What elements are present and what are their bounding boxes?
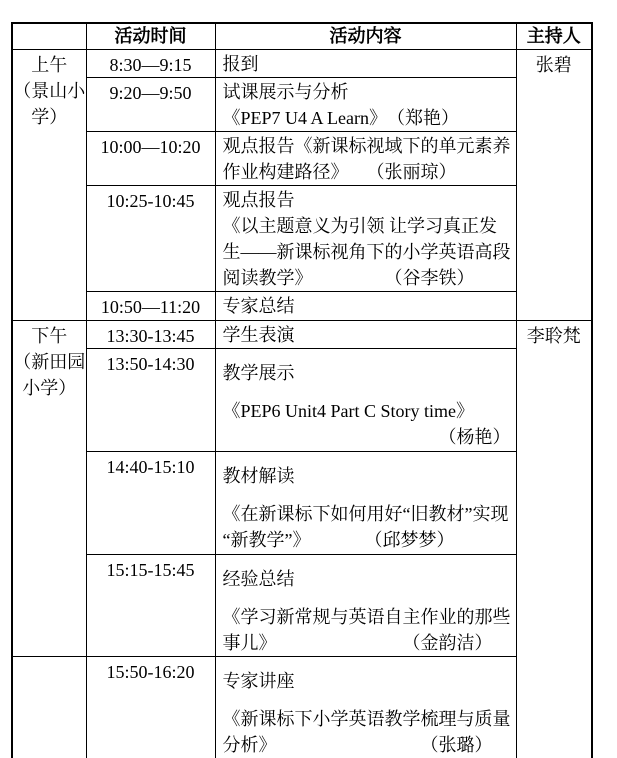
content-cell	[215, 185, 516, 291]
content-line	[223, 386, 511, 398]
content-line: 学生表演	[222, 324, 295, 345]
time-cell: 15:50-16:20	[86, 656, 215, 758]
content-line: 阅读教学》 （谷李铁）	[222, 267, 475, 288]
time-cell: 14:40-15:10	[86, 451, 215, 554]
schedule-table	[11, 22, 593, 758]
session-label-line: 上午	[31, 54, 68, 75]
header-activity-time: 活动时间	[86, 23, 215, 49]
content-line: 《学习新常规与英语自主作业的那些	[222, 606, 511, 627]
content-line: 教材解读	[222, 465, 295, 486]
table-row	[12, 451, 592, 554]
content-line: 观点报告《新课标视域下的单元素养	[222, 135, 511, 156]
content-cell	[215, 656, 516, 758]
header-activity-content: 活动内容	[215, 23, 516, 49]
table-row	[12, 320, 592, 348]
session-label-line: 下午	[31, 325, 68, 346]
content-line: 作业构建路径》 （张丽琼）	[222, 161, 457, 182]
content-cell	[215, 451, 516, 554]
content-line: “新教学”》 （邱梦梦）	[222, 529, 455, 550]
session-label-line: （新田园	[13, 351, 86, 372]
content-line: 《PEP7 U4 A Learn》 （郑艳）	[222, 107, 459, 128]
content-line	[223, 489, 511, 501]
content-cell	[215, 554, 516, 656]
time-cell: 8:30—9:15	[86, 49, 215, 77]
content-line: 试课展示与分析	[222, 81, 349, 102]
session-cell-empty	[12, 656, 86, 758]
session-cell-afternoon	[12, 320, 86, 656]
time-cell: 10:25-10:45	[86, 185, 215, 291]
table-row	[12, 348, 592, 451]
host-cell-morning: 张碧	[516, 49, 592, 320]
content-line	[223, 592, 511, 604]
table-row	[12, 49, 592, 77]
content-cell	[215, 348, 516, 451]
content-cell	[215, 291, 516, 320]
time-cell: 10:00—10:20	[86, 131, 215, 185]
content-line: 《在新课标下如何用好“旧教材”实现	[222, 503, 509, 524]
content-line: 分析》 （张璐）	[222, 734, 493, 755]
content-line: 《新课标下小学英语教学梳理与质量	[222, 708, 511, 729]
content-line: 经验总结	[222, 568, 295, 589]
content-cell	[215, 49, 516, 77]
table-header-row	[12, 23, 592, 49]
content-line: （杨艳）	[438, 426, 511, 447]
time-cell: 9:20—9:50	[86, 77, 215, 131]
table-row	[12, 554, 592, 656]
table-row	[12, 77, 592, 131]
content-line: 生——新课标视角下的小学英语高段	[222, 241, 511, 262]
time-cell: 13:30-13:45	[86, 320, 215, 348]
content-line: 观点报告	[222, 189, 295, 210]
host-cell-afternoon: 李聆梵	[516, 320, 592, 758]
content-line: 教学展示	[222, 362, 295, 383]
content-line: 专家讲座	[222, 670, 295, 691]
content-cell	[215, 131, 516, 185]
table-row	[12, 656, 592, 758]
content-line: 《以主题意义为引领 让学习真正发	[222, 215, 497, 236]
session-cell-morning	[12, 49, 86, 320]
content-cell	[215, 77, 516, 131]
session-label-line: 学）	[31, 106, 68, 127]
time-cell: 13:50-14:30	[86, 348, 215, 451]
content-line: 事儿》 （金韵洁）	[222, 632, 493, 653]
header-session	[12, 23, 86, 49]
session-label-line: 小学）	[22, 377, 77, 398]
session-label-line: （景山小	[13, 80, 86, 101]
header-host: 主持人	[516, 23, 592, 49]
content-line: 报到	[222, 53, 259, 74]
table-row	[12, 185, 592, 291]
time-cell: 10:50—11:20	[86, 291, 215, 320]
content-line	[223, 694, 511, 706]
table-row	[12, 291, 592, 320]
table-row	[12, 131, 592, 185]
content-cell	[215, 320, 516, 348]
content-line: 《PEP6 Unit4 Part C Story time》	[222, 400, 475, 421]
time-cell: 15:15-15:45	[86, 554, 215, 656]
content-line: 专家总结	[222, 295, 295, 316]
